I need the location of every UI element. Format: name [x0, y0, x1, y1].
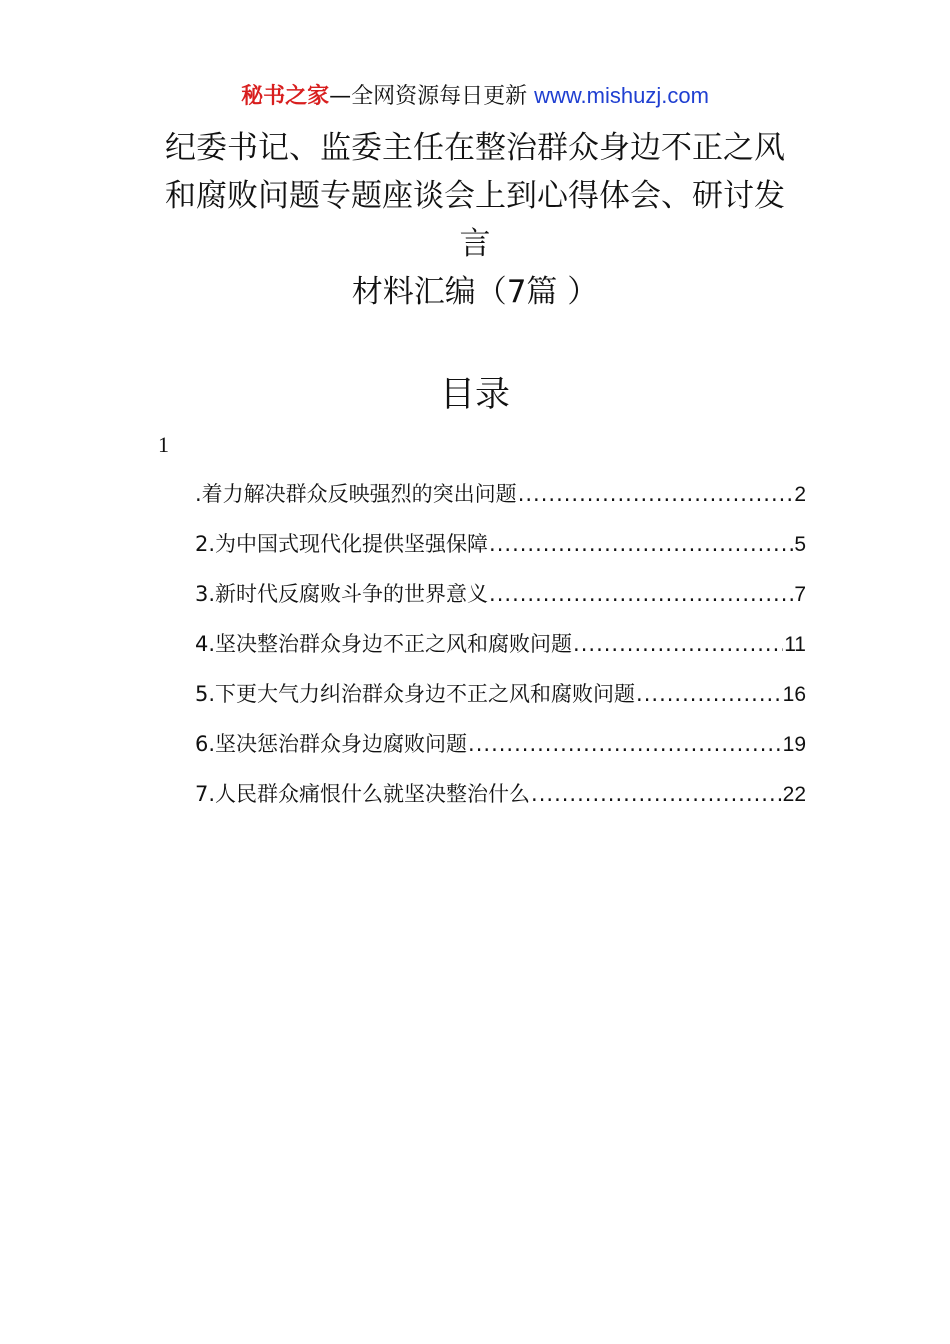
toc-list	[195, 477, 806, 827]
toc-entry-page: 22	[782, 783, 806, 806]
toc-entry-3[interactable]	[195, 577, 806, 627]
toc-entry-title: 7.人民群众痛恨什么就坚决整治什么	[195, 782, 531, 806]
toc-entry-title: 4.坚决整治群众身边不正之风和腐败问题	[195, 632, 573, 656]
toc-entry-1[interactable]	[195, 477, 806, 527]
title-line-3: 言	[459, 226, 491, 262]
title-line-4: 材料汇编（7篇 ）	[351, 274, 599, 310]
toc-entry-title: 3.新时代反腐败斗争的世界意义	[195, 582, 489, 606]
toc-entry-page: 11	[784, 633, 806, 656]
toc-entry-7[interactable]	[195, 777, 806, 827]
toc-leader-dots	[489, 577, 793, 611]
title-line-1: 纪委书记、监委主任在整治群众身边不正之风	[165, 130, 785, 166]
toc-entry-page: 19	[782, 733, 806, 756]
document-title	[150, 124, 800, 316]
toc-entry-6[interactable]	[195, 727, 806, 777]
toc-entry-page: 7	[794, 583, 806, 606]
toc-entry-2[interactable]	[195, 527, 806, 577]
toc-leader-dots	[518, 477, 794, 511]
toc-entry-4[interactable]	[195, 627, 806, 677]
toc-leader-dots	[468, 727, 782, 761]
site-header	[0, 80, 950, 113]
toc-heading: 目录	[439, 375, 510, 415]
toc-leader-dots	[489, 527, 793, 561]
site-url-link[interactable]: www.mishuzj.com	[534, 83, 709, 108]
toc-entry-page: 5	[794, 533, 806, 556]
toc-leader-dots	[531, 777, 782, 811]
title-line-2: 和腐败问题专题座谈会上到心得体会、研讨发	[165, 178, 785, 214]
toc-leader-dots	[636, 677, 782, 711]
toc-entry-title: 2.为中国式现代化提供坚强保障	[195, 532, 489, 556]
toc-leader-dots	[573, 627, 783, 661]
brand-name: 秘书之家	[241, 84, 330, 109]
toc-entry-title: 6.坚决惩治群众身边腐败问题	[195, 732, 468, 756]
toc-marker: 1	[158, 432, 169, 457]
toc-entry-page: 2	[794, 483, 806, 506]
toc-entry-title: 5.下更大气力纠治群众身边不正之风和腐败问题	[195, 682, 636, 706]
toc-entry-5[interactable]	[195, 677, 806, 727]
header-tagline: —全网资源每日更新	[329, 84, 535, 109]
toc-entry-page: 16	[782, 683, 806, 706]
toc-entry-title: .着力解决群众反映强烈的突出问题	[195, 482, 517, 506]
